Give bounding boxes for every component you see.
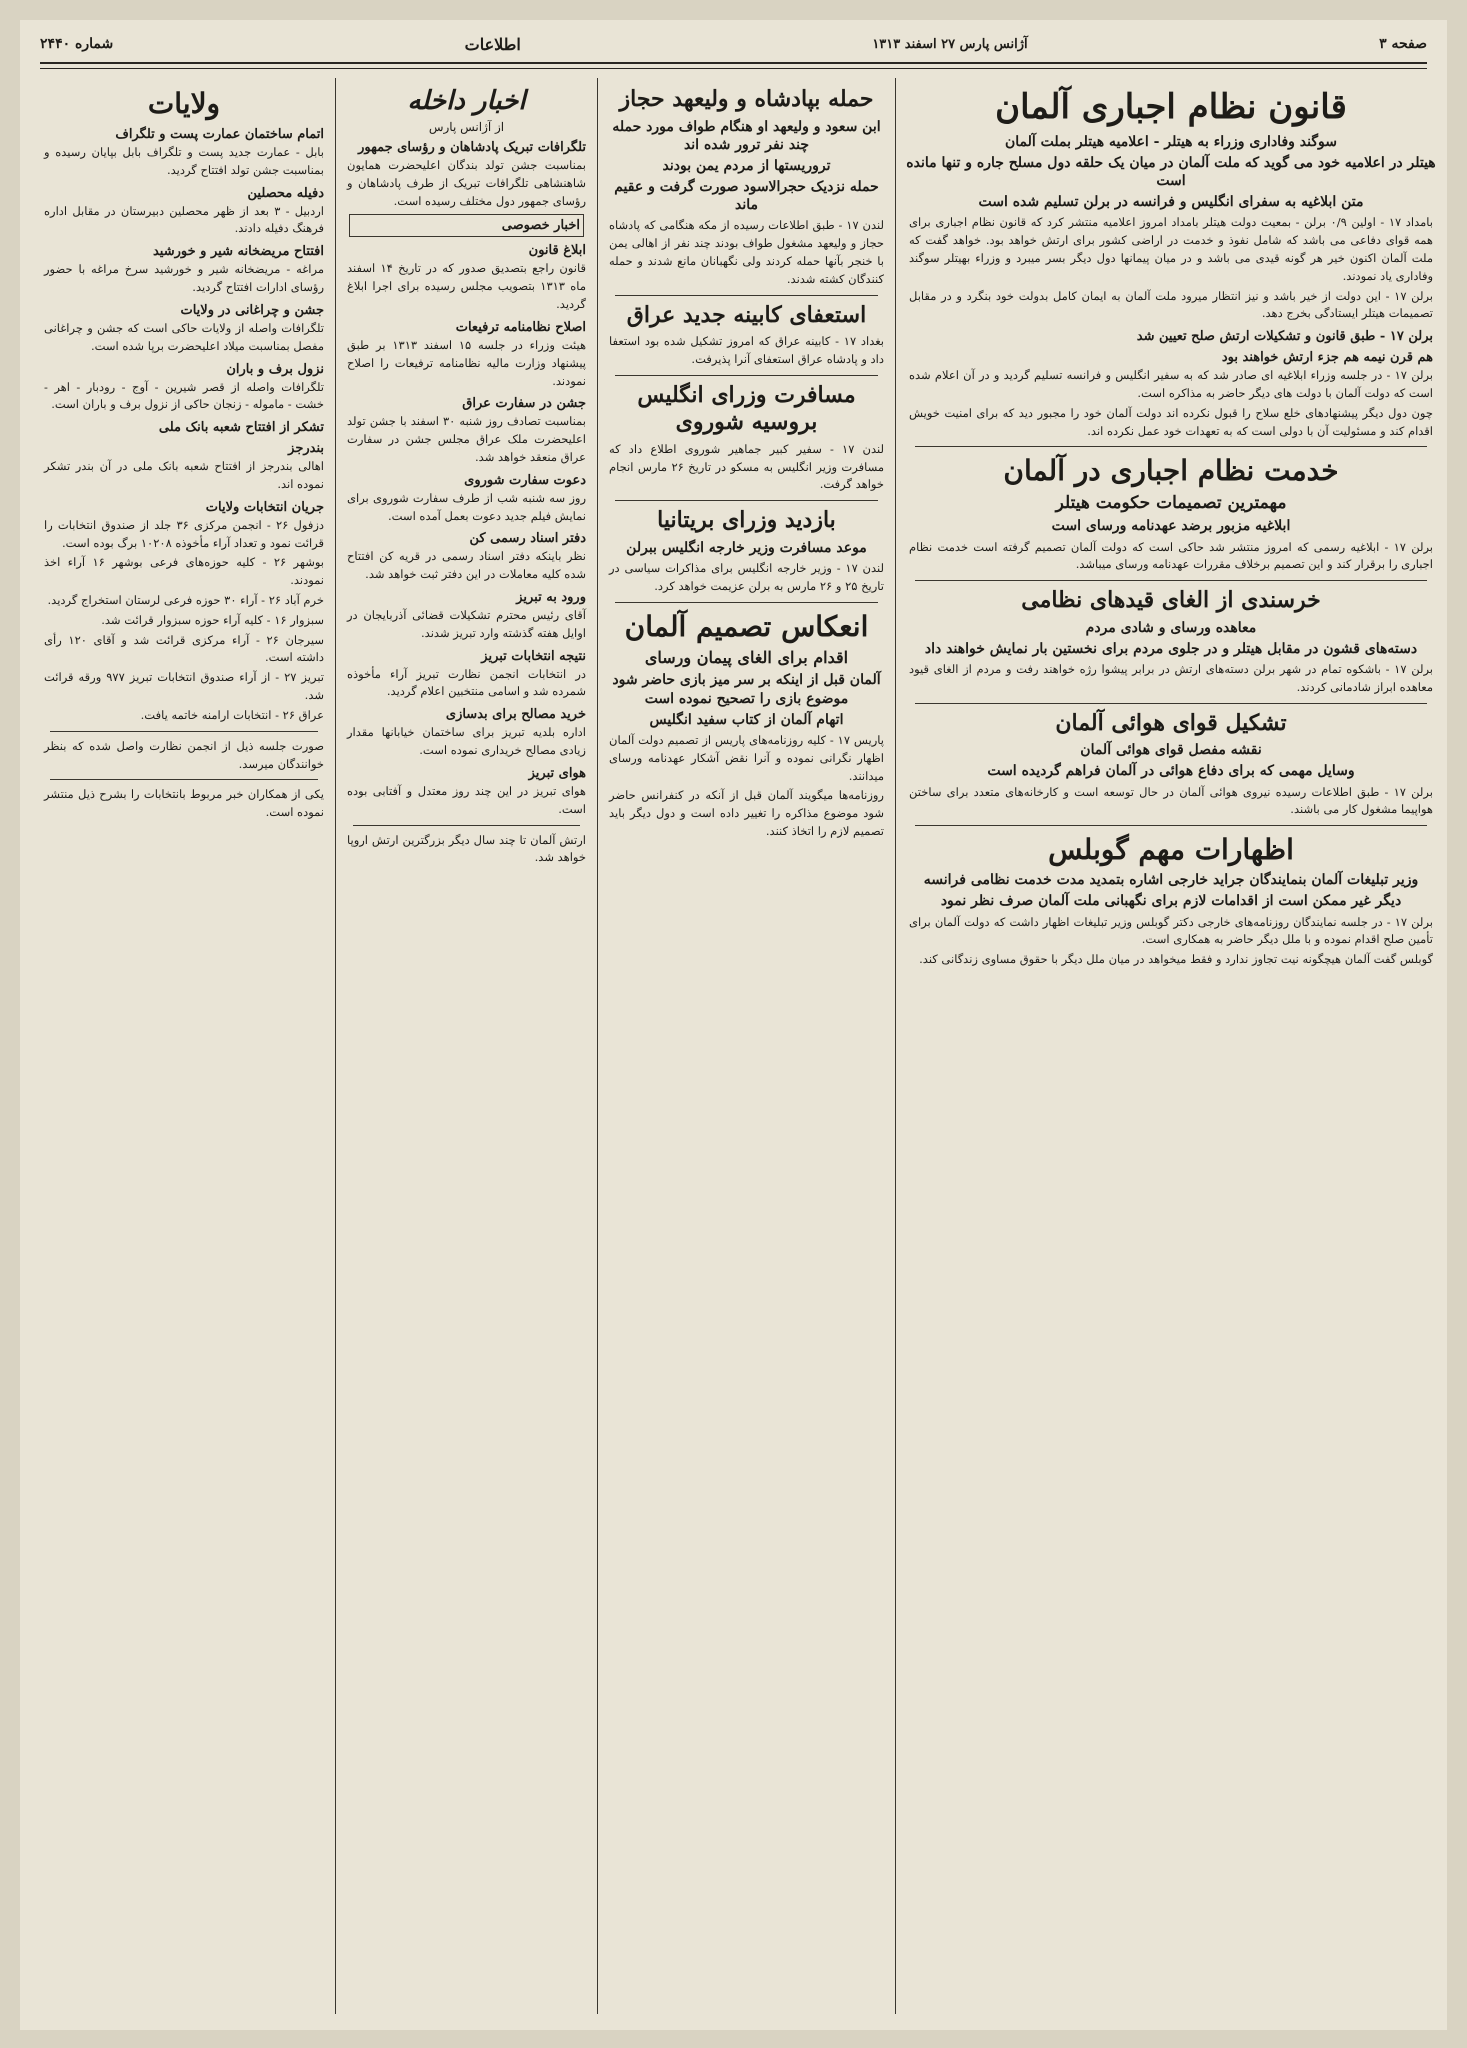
- headline-air-force: تشکیل قوای هوائی آلمان: [1055, 709, 1287, 736]
- subheading: جشن و چراغانی در ولایات: [180, 302, 324, 318]
- article-body: اداره بلدیه تبریز برای ساختمان خیابانها مقدار زیادی مصالح خریداری نموده است.: [347, 725, 586, 758]
- divider: [615, 295, 878, 296]
- divider: [915, 580, 1427, 581]
- article-body: برلن ۱۷ - ابلاغیه رسمی که امروز منتشر شد حاکی است که دولت آلمان تصمیم گرفته است خدمت نظام اجباری را برقرار کند و این تصمیم برخلاف مقررات عهدنامه ورسای میباشد.: [909, 539, 1433, 572]
- deck: تروریستها از مردم یمن بودند: [662, 157, 831, 174]
- article-body: هوای تبریز در این چند روز معتدل و آفتابی بوده است.: [347, 783, 586, 816]
- paper-name: اطلاعات: [464, 34, 521, 54]
- article-body: سبزوار ۱۶ - کلیه آراء حوزه سبزوار قرائت شد.: [101, 612, 324, 627]
- article-body: لندن ۱۷ - وزیر خارجه انگلیس برای مذاکرات سیاسی در تاریخ ۲۵ و ۲۶ مارس به برلن عزیمت خواهد کرد.: [609, 560, 884, 593]
- subheading: ابلاغ قانون: [528, 243, 586, 259]
- divider: [615, 375, 878, 376]
- article-body: تبریز ۲۷ - از آراء صندوق انتخابات تبریز ۹۷۷ ورقه قرائت شد.: [44, 670, 324, 703]
- deck: سوگند وفاداری وزراء به هیتلر - اعلامیه هیتلر بملت آلمان: [1005, 133, 1337, 150]
- article-body: چون دول دیگر پیشنهادهای خلع سلاح را قبول نکرده اند دولت آلمان خود را مجبور دید که برای امنیت خویش اقدام کند و مسئولیت آن با دولی است که به تعهدات خود عمل نکرده اند.: [909, 405, 1433, 438]
- article-body: لندن ۱۷ - سفیر کبیر جماهیر شوروی اطلاع داد که مسافرت وزیر انگلیس به مسکو در تاریخ ۲۶ مارس انجام خواهد گرفت.: [609, 441, 884, 492]
- masthead: [40, 28, 1427, 60]
- deck: معاهده ورسای و شادی مردم: [1085, 619, 1257, 636]
- date-source: آژانس پارس ۲۷ اسفند ۱۳۱۳: [872, 36, 1028, 52]
- headline-joy-treaty: خرسندی از الغای قیدهای نظامی: [1021, 587, 1321, 614]
- article-body: برلن ۱۷ - این دولت از خیر باشد و نیز انتظار میرود ملت آلمان به ایمان کامل بدولت خود بنگرد و در مقابل تصمیمات هیتلر ایستادگی بخرج دهد.: [909, 288, 1433, 321]
- divider: [50, 779, 318, 780]
- deck: اقدام برای الغای پیمان ورسای: [644, 647, 849, 667]
- article-body: ارتش آلمان تا چند سال دیگر بزرگترین ارتش اروپا خواهد شد.: [347, 832, 586, 865]
- headline-hejaz-attack: حمله بپادشاه و ولیعهد حجاز: [619, 86, 874, 112]
- article-body: پاریس ۱۷ - کلیه روزنامه‌های پاریس از تصمیم دولت آلمان اظهار نگرانی نموده و آنرا نقض آشکار عهدنامه ورسای میدانند.: [609, 732, 884, 783]
- page-label: صفحه ۳: [1379, 36, 1427, 52]
- subheading: جریان انتخابات ولایات: [205, 499, 324, 515]
- subheading: اخبار خصوصی: [349, 214, 584, 237]
- headline-reaction-germany: انعکاس تصمیم آلمان: [624, 609, 869, 643]
- headline-goebbels: اظهارات مهم گوبلس: [1048, 833, 1294, 867]
- subheading: بندرجز: [288, 441, 324, 457]
- article-body: اردبیل - ۳ بعد از ظهر محصلین دبیرستان در مقابل اداره فرهنگ دفیله دادند.: [44, 203, 324, 236]
- source-line: از آژانس پارس: [428, 120, 505, 134]
- article-body: بوشهر ۲۶ - کلیه حوزه‌های فرعی بوشهر ۱۶ آراء اخذ نمودند.: [44, 555, 324, 588]
- article-body: بمناسبت جشن تولد بندگان اعلیحضرت همایون شاهنشاهی تلگرافات تبریک از طرف پادشاهان و رؤسای جمهور دول مختلف رسیده است.: [347, 158, 586, 208]
- article-body: در انتخابات انجمن نظارت تبریز آراء مأخوذه شمرده شد و اسامی منتخبین اعلام گردید.: [347, 666, 586, 699]
- headline-iraq-cabinet: استعفای کابینه جدید عراق: [626, 301, 867, 328]
- deck: مهمترین تصمیمات حکومت هیتلر: [1055, 493, 1287, 514]
- article-body: خرم آباد ۲۶ - آراء ۳۰ حوزه فرعی لرستان استخراج گردید.: [47, 593, 324, 607]
- divider: [915, 703, 1427, 704]
- deck: دیگر غیر ممکن است از اقدامات لازم برای نگهبانی ملت آلمان صرف نظر نمود: [940, 893, 1402, 910]
- column-foreign: [605, 82, 888, 2014]
- article-body: تلگرافات واصله از قصر شیرین - آوج - رودبار - اهر - خشت - ماموله - زنجان حاکی از نزول برف و باران است.: [44, 379, 324, 412]
- article-body: قانون راجع بتصدیق صدور که در تاریخ ۱۴ اسفند ماه ۱۳۱۳ بتصویب مجلس رسیده برای اجرا ابلاغ گردید.: [347, 261, 587, 312]
- subheading: اتمام ساختمان عمارت پست و تلگراف: [115, 127, 324, 142]
- subheading: جشن در سفارت عراق: [462, 396, 586, 412]
- article-body: نظر باینکه دفتر اسناد رسمی در قریه کن افتتاح شده کلیه معاملات در این دفتر ثبت خواهد شد.: [347, 549, 586, 582]
- deck: دسته‌های قشون در مقابل هیتلر و در جلوی مردم برای نخستین بار نمایش خواهند داد: [924, 640, 1418, 657]
- divider: [50, 731, 318, 732]
- masthead-rule: [40, 62, 1427, 64]
- deck: نقشه مفصل قوای هوائی آلمان: [1080, 742, 1262, 759]
- article-body: برلن ۱۷ - طبق اطلاعات رسیده نیروی هوائی آلمان در حال توسعه است و کارخانه‌های متعدد برای ساختن هواپیما مشغول کار می باشند.: [909, 784, 1433, 817]
- subheading: نتیجه انتخابات تبریز: [481, 648, 586, 664]
- article-body: آقای رئیس محترم تشکیلات قضائی آذربایجان در اوایل هفته گذشته وارد تبریز شدند.: [347, 608, 586, 640]
- deck: آلمان قبل از اینکه بر سر میز بازی حاضر شود موضوع بازی را تصحیح نموده است: [612, 672, 881, 707]
- subheading: تشکر از افتتاح شعبه بانک ملی: [158, 420, 324, 436]
- article-body: بابل - عمارت جدید پست و تلگراف بابل بپایان رسیده و بمناسبت جشن تولد افتتاح گردید.: [44, 145, 324, 177]
- article-body: مراغه - مریضخانه شیر و خورشید سرخ مراغه با حضور رؤسای ادارات افتتاح گردید.: [44, 262, 324, 295]
- article-body: عراق ۲۶ - انتخابات ارامنه خاتمه یافت.: [140, 707, 324, 722]
- divider: [353, 825, 580, 826]
- column-divider: [895, 78, 896, 2014]
- article-body: لندن ۱۷ - طبق اطلاعات رسیده از مکه هنگامی که پادشاه حجاز و ولیعهد مشغول طواف بودند چند نفر از اهالی یمن با خنجر بآنها حمله کردند ولی نگهبانان مانع شدند و حمله کنندگان کشته شدند.: [609, 218, 884, 286]
- article-body: روز سه شنبه شب از طرف سفارت شوروی برای نمایش فیلم جدید دعوت بعمل آمده است.: [347, 490, 586, 523]
- subheading: دفتر اسناد رسمی کن: [469, 531, 586, 547]
- article-body: یکی از همکاران خبر مربوط بانتخابات را بشرح ذیل منتشر نموده است.: [44, 787, 324, 820]
- article-body: تلگرافات واصله از ولایات حاکی است که جشن و چراغانی مفصل بمناسبت میلاد اعلیحضرت برپا شده است.: [44, 320, 324, 353]
- column-divider: [597, 78, 598, 2014]
- headline-domestic-news: اخبار داخله: [407, 86, 526, 116]
- headline-military-service: خدمت نظام اجباری در آلمان: [1003, 454, 1339, 488]
- headline-uk-ministers-russia: مسافرت وزرای انگلیس بروسیه شوروی: [637, 381, 856, 436]
- deck: حمله نزدیک حجرالاسود صورت گرفت و عقیم ماند: [614, 179, 879, 214]
- article-body: برلن ۱۷ - باشکوه تمام در شهر برلن دسته‌های ارتش در برابر پیشوا رژه خواهند رفت و مردم از الغای قیود معاهده ابراز شادمانی کردند.: [909, 662, 1434, 694]
- subheading: ورود به تبریز: [516, 590, 586, 605]
- subheading: نزول برف و باران: [226, 361, 324, 377]
- article-body: دزفول ۲۶ - انجمن مرکزی ۳۶ جلد از صندوق انتخابات را قرائت نمود و تعداد آراء مأخوذه ۱۰۲۰۸ برگ بوده است.: [44, 517, 324, 550]
- column-divider: [335, 78, 336, 2014]
- issue-number: شماره ۲۴۴۰: [40, 36, 114, 52]
- article-body: هیئت وزراء در جلسه ۱۵ اسفند ۱۳۱۳ بر طبق پیشنهاد وزارت مالیه نظامنامه ترفیعات را اصلاح نمودند.: [347, 337, 587, 388]
- subheading: هم قرن نیمه هم جزء ارتش خواهند بود: [1221, 350, 1433, 366]
- article-body: برلن ۱۷ - در جلسه وزراء ابلاغیه ای صادر شد که به سفیر انگلیس و فرانسه تسلیم گردید و در آن اعلام شده است که دولت آلمان با دولت های دیگر حاضر به مذاکره است.: [909, 368, 1433, 400]
- deck: ابن سعود و ولیعهد او هنگام طواف مورد حمله چند نفر ترور شده اند: [612, 118, 881, 153]
- headline-uk-visit: بازدید وزرای بریتانیا: [657, 507, 836, 534]
- divider: [915, 446, 1427, 447]
- deck: اتهام آلمان از کتاب سفید انگلیس: [649, 711, 844, 728]
- deck: هیتلر در اعلامیه خود می گوید که ملت آلمان در میان یک حلقه دول مسلح جاره و تنها مانده است: [906, 154, 1436, 189]
- subheading: افتتاح مریضخانه شیر و خورشید: [152, 244, 324, 260]
- newspaper-page: [20, 20, 1447, 2030]
- divider: [915, 825, 1427, 826]
- column-provinces: [40, 82, 328, 2014]
- article-body: روزنامه‌ها میگویند آلمان قبل از آنکه در کنفرانس حاضر شود موضوع مذاکره را تغییر داده است و دول دیگر باید تصمیم لازم را اتخاذ کنند.: [609, 788, 884, 838]
- deck: موعد مسافرت وزیر خارجه انگلیس ببرلن: [626, 539, 867, 556]
- article-body: گوبلس گفت آلمان هیچگونه نیت تجاوز ندارد و فقط میخواهد در میان ملل دیگر با حقوق مساوی زندگانی کند.: [919, 952, 1433, 967]
- article-body: برلن ۱۷ - در جلسه نمایندگان روزنامه‌های خارجی دکتر گوبلس وزیر تبلیغات اظهار داشت که دولت آلمان برای تأمین صلح اقدام نموده و با ملل دیگر حاضر به همکاری است.: [909, 914, 1433, 947]
- article-body: بمناسبت تصادف روز شنبه ۳۰ اسفند با جشن تولد اعلیحضرت ملک عراق مجلس جشن در سفارت عراق منعقد خواهد شد.: [347, 414, 586, 464]
- article-body: بامداد ۱۷ - اولین ۰/۹ برلن - بمعیت دولت هیتلر بامداد امروز اعلامیه منتشر کرد که قانون نظام اجباری برای همه قوای دفاعی می باشد که شامل نفوذ و خدمت در اراضی کشور برای ارتش خواهد بود. خواهد گفت که ملت آلمان اکنون خیر هر گونه قیدی می باشد و در میان پیمانها دول دیگر بسر میبرد و وزراء بهیتلر سوگند وفاداری یاد نمودند.: [909, 215, 1433, 283]
- divider: [615, 500, 878, 501]
- deck: ابلاغیه مزبور برضد عهدنامه ورسای است: [1051, 518, 1291, 535]
- column-domestic: [343, 82, 590, 2014]
- deck: متن ابلاغیه به سفرای انگلیس و فرانسه در برلن تسلیم شده است: [978, 194, 1364, 211]
- subheading: دعوت سفارت شوروی: [464, 472, 586, 488]
- article-body: سیرجان ۲۶ - آراء مرکزی قرائت شد و آقای ۱۲۰ رأی داشته است.: [44, 632, 325, 665]
- article-body: صورت جلسه ذیل از انجمن نظارت واصل شده که بنظر خوانندگان میرسد.: [44, 738, 324, 771]
- headline-provinces: ولایات: [147, 87, 221, 120]
- deck: وزیر تبلیغات آلمان بنمایندگان جراید خارجی اشاره بتمدید مدت خدمت نظامی فرانسه: [923, 872, 1419, 889]
- subheading: برلن ۱۷ - طبق قانون و تشکیلات ارتش صلح تعیین شد: [1136, 329, 1433, 345]
- subheading: دفیله محصلین: [247, 185, 324, 201]
- subheading: هوای تبریز: [528, 765, 586, 781]
- subheading: خرید مصالح برای بدسازی: [445, 707, 586, 723]
- subheading: تلگرافات تبریک پادشاهان و رؤسای جمهور: [358, 140, 586, 155]
- column-main: [905, 82, 1437, 2014]
- masthead-rule-2: [40, 68, 1427, 69]
- deck: وسایل مهمی که برای دفاع هوائی در آلمان فراهم گردیده است: [987, 763, 1355, 780]
- subheading: اصلاح نظامنامه ترفیعات: [455, 319, 586, 335]
- divider: [615, 602, 878, 603]
- article-body: اهالی بندرجز از افتتاح شعبه بانک ملی در آن بندر تشکر نموده اند.: [44, 459, 324, 491]
- article-body: بغداد ۱۷ - کابینه عراق که امروز تشکیل شده بود استعفا داد و پادشاه عراق استعفای آنرا پذیرفت.: [609, 334, 884, 366]
- headline-conscription-law: قانون نظام اجباری آلمان: [995, 87, 1347, 127]
